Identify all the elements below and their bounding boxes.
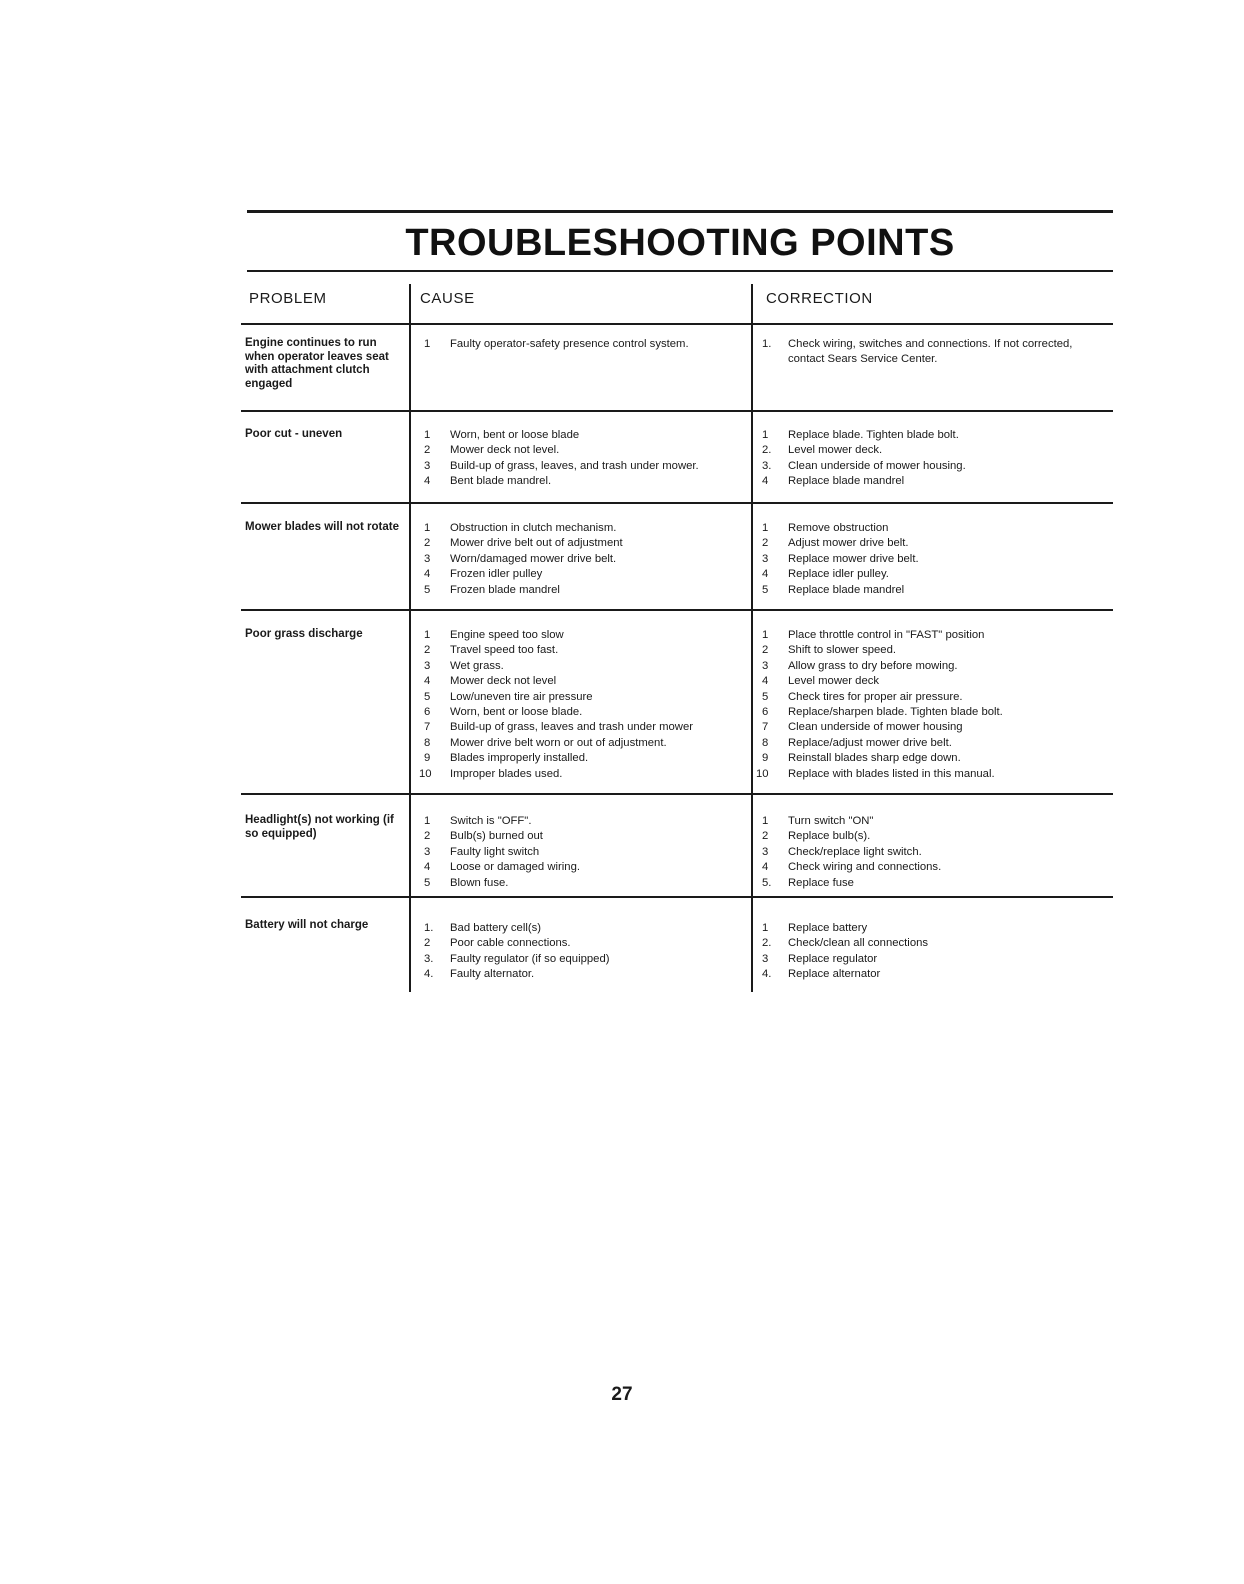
list-item: 2. Level mower deck. (762, 444, 883, 457)
list-item: 5 Replace blade mandrel (762, 583, 905, 596)
row-divider (241, 793, 1113, 795)
list-item: 5 Low/uneven tire air pressure (424, 690, 593, 703)
header-rule (241, 323, 1113, 325)
list-item: 1 Replace blade. Tighten blade bolt. (762, 429, 959, 441)
list-item: 3 Check/replace light switch. (762, 845, 922, 858)
cause-list (424, 521, 623, 598)
list-item: 4 Bent blade mandrel. (424, 475, 552, 488)
column-divider-correction (751, 284, 753, 992)
list-item: 1. Bad battery cell(s) (424, 922, 542, 934)
problem-battery: Battery will not charge (245, 919, 369, 931)
cause-list (424, 337, 689, 352)
header-correction: CORRECTION (766, 290, 873, 307)
list-item: 6 Replace/sharpen blade. Tighten blade bolt. (762, 706, 1003, 719)
page-title: TROUBLESHOOTING POINTS (405, 222, 955, 264)
list-item: 8 Mower drive belt worn or out of adjustment. (424, 736, 667, 749)
list-item: 3 Replace regulator (762, 952, 878, 965)
header-problem: PROBLEM (249, 290, 327, 307)
list-item: 2 Replace bulb(s). (762, 830, 871, 843)
cause-list (419, 628, 693, 782)
correction-list (762, 921, 928, 983)
list-item: 10 Improper blades used. (419, 767, 563, 780)
page-number: 27 (611, 1384, 633, 1405)
list-item: 3 Wet grass. (424, 659, 504, 672)
list-item: 7 Clean underside of mower housing (762, 721, 963, 734)
list-item: 5. Replace fuse (762, 876, 854, 889)
cause-list (424, 921, 610, 983)
problem-poor-grass-discharge: Poor grass discharge (245, 628, 363, 640)
list-item: 4. Replace alternator (762, 968, 881, 981)
list-item: 3 Replace mower drive belt. (762, 552, 919, 565)
list-item: 1 Faulty operator-safety presence control system. (424, 338, 689, 350)
list-item: 4 Check wiring and connections. (762, 861, 942, 874)
correction-item: 1. Check wiring, switches and connections. If not corrected, contact Sears Service Center. (762, 338, 1073, 366)
list-item: 8 Replace/adjust mower drive belt. (762, 736, 952, 749)
problem-blades-not-rotate: Mower blades will not rotate (245, 521, 399, 533)
correction-list (762, 428, 966, 490)
row-divider (241, 410, 1113, 412)
cause-list (424, 428, 699, 490)
list-item: 9 Reinstall blades sharp edge down. (762, 752, 961, 765)
list-item: 1 Replace battery (762, 922, 868, 934)
header-cause: CAUSE (420, 290, 475, 307)
list-item: 5 Check tires for proper air pressure. (762, 690, 963, 703)
list-item: 4 Replace blade mandrel (762, 475, 905, 488)
list-item: 4. Faulty alternator. (424, 968, 535, 981)
column-divider-cause (409, 284, 411, 992)
list-item: 1 Switch is "OFF". (424, 815, 532, 827)
correction-list (756, 628, 1003, 782)
list-item: 2 Poor cable connections. (424, 937, 571, 950)
list-item: 1 Turn switch "ON" (762, 815, 874, 827)
correction-list (762, 814, 941, 891)
list-item: 2. Check/clean all connections (762, 937, 929, 950)
list-item: 5 Blown fuse. (424, 876, 509, 889)
cause-list (424, 814, 580, 891)
row-divider (241, 896, 1113, 898)
list-item: 3. Faulty regulator (if so equipped) (424, 952, 610, 965)
row-divider (241, 609, 1113, 611)
problem-poor-cut: Poor cut - uneven (245, 428, 343, 440)
list-item: 7 Build-up of grass, leaves and trash under mower (424, 721, 694, 734)
row-divider (241, 502, 1113, 504)
list-item: 3 Faulty light switch (424, 845, 540, 858)
list-item: 1 Place throttle control in "FAST" position (762, 629, 985, 641)
list-item: 2 Shift to slower speed. (762, 644, 897, 657)
list-item: 4 Replace idler pulley. (762, 568, 889, 581)
list-item: 4 Loose or damaged wiring. (424, 861, 580, 874)
list-item: 1 Worn, bent or loose blade (424, 429, 580, 441)
list-item: 3 Worn/damaged mower drive belt. (424, 552, 617, 565)
list-item: 4 Frozen idler pulley (424, 568, 543, 581)
title-rule (247, 270, 1113, 272)
list-item: 6 Worn, bent or loose blade. (424, 706, 583, 719)
list-item: 10 Replace with blades listed in this manual. (756, 767, 995, 780)
list-item: 4 Level mower deck (762, 675, 880, 688)
list-item: 2 Bulb(s) burned out (424, 830, 543, 843)
list-item: 5 Frozen blade mandrel (424, 583, 560, 596)
list-item: 2 Adjust mower drive belt. (762, 537, 909, 550)
list-item: 9 Blades improperly installed. (424, 752, 589, 765)
problem-engine-continues: Engine continues to run when operator leaves seat with attachment clutch engaged (245, 337, 389, 390)
correction-list (762, 521, 919, 598)
problem-headlights: Headlight(s) not working (if so equipped) (245, 814, 394, 840)
list-item: 1 Engine speed too slow (424, 629, 564, 641)
list-item: 1 Remove obstruction (762, 522, 889, 534)
list-item: 3 Allow grass to dry before mowing. (762, 659, 958, 672)
top-rule (247, 210, 1113, 213)
list-item: 3 Build-up of grass, leaves, and trash under mower. (424, 459, 699, 472)
list-item: 2 Mower deck not level. (424, 444, 560, 457)
list-item: 4 Mower deck not level (424, 675, 557, 688)
list-item: 2 Travel speed too fast. (424, 644, 559, 657)
list-item: 2 Mower drive belt out of adjustment (424, 537, 623, 550)
list-item: 3. Clean underside of mower housing. (762, 459, 966, 472)
list-item: 1 Obstruction in clutch mechanism. (424, 522, 617, 534)
